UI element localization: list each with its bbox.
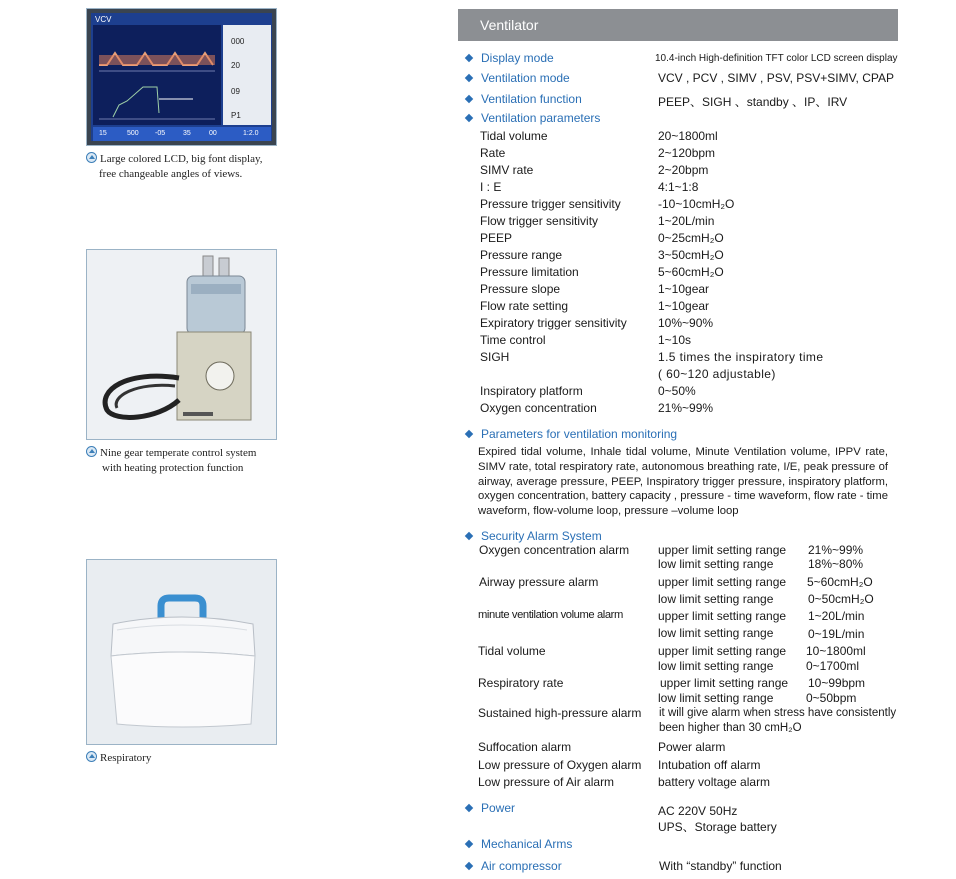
humidifier-image [86,249,277,440]
diamond-bullet-icon [465,95,473,103]
alarm-upper-label: upper limit setting range [658,609,787,623]
alarm-lower-value: 0~50bpm [806,691,857,705]
param-value: 1~20L/min [658,214,715,228]
alarm-lower-label: low limit setting range [658,626,774,640]
page-title: Ventilator [480,17,539,33]
param-value: 21%~99% [658,401,714,415]
compressor-value: With “standby” function [659,859,782,873]
param-value: 2~20bpm [658,163,709,177]
diamond-bullet-icon [465,532,473,540]
param-value: 0~25cmH₂O [658,231,724,245]
param-value: ( 60~120 adjustable) [658,367,776,381]
alarm-name: Tidal volume [478,644,546,658]
caption-box: Respiratory [86,751,151,766]
section-power: Power [466,801,515,815]
param-name: Pressure slope [480,282,561,296]
param-value: 2~120bpm [658,146,716,160]
param-value: 1~10gear [658,299,710,313]
alarm-upper-value: 1~20L/min [808,609,865,623]
param-value: 3~50cmH₂O [658,248,724,262]
monitor-bottom-4: 35 [183,130,191,137]
alarm-name: Respiratory rate [478,676,564,690]
param-value: 20~1800ml [658,129,718,143]
param-name: PEEP [480,231,513,245]
param-name: Tidal volume [480,129,548,143]
param-value: 1~10gear [658,282,710,296]
alarm-lower-value: 0~50cmH₂O [808,592,874,606]
monitor-bottom-2: 500 [127,130,139,137]
alarm-lower-label: low limit setting range [658,691,774,705]
alarm-upper-value: 5~60cmH₂O [807,575,873,589]
caption-bullet-icon [86,751,97,762]
alarm-lower-value: 18%~80% [808,557,864,571]
caption-lcd: Large colored LCD, big font display, free changeable angles of views. [86,152,263,182]
diamond-bullet-icon [465,74,473,82]
lcd-monitor-image [86,8,277,146]
ventilator-header [458,9,898,41]
param-name: Pressure range [480,248,563,262]
alarm-name: Suffocation alarm [478,740,572,754]
alarm-extra-value: Power alarm [658,740,726,754]
alarm-name: Oxygen concentration alarm [479,543,630,557]
monitor-bottom-6: 1:2.0 [243,130,259,137]
section-monitoring: Parameters for ventilation monitoring [466,427,677,441]
section-air-compressor: Air compressor [466,859,562,873]
alarm-upper-label: upper limit setting range [658,644,787,658]
waveform-graph [93,25,221,125]
monitor-bottom-3: -05 [155,130,166,137]
alarm-extra-value: battery voltage alarm [658,775,771,789]
param-name: SIGH [480,350,510,364]
monitor-bottom-1: 15 [99,130,107,137]
display-mode-value: 10.4-inch High-definition TFT color LCD screen display [655,53,898,64]
monitor-mode: VCV [95,15,112,24]
alarm-lower-value: 0~1700ml [806,659,860,673]
param-value: 5~60cmH₂O [658,265,724,279]
ventilation-mode-value: VCV , PCV , SIMV , PSV, PSV+SIMV, CPAP [658,71,894,85]
monitor-readout-4: P1 [231,111,241,120]
param-name: Expiratory trigger sensitivity [480,316,627,330]
alarm-extra-value: been higher than 30 cmH₂O [659,722,802,734]
humidifier-drawing [87,250,276,439]
param-name: Rate [480,146,506,160]
param-name: Flow trigger sensitivity [480,214,599,228]
alarm-name: Sustained high-pressure alarm [478,706,642,720]
diamond-bullet-icon [465,840,473,848]
monitor-readout-1: 000 [231,37,245,46]
alarm-upper-label: upper limit setting range [658,543,787,557]
monitoring-text: Expired tidal volume, Inhale tidal volume, Minute Ventilation volume, IPPV rate, SIMV rate, total respiratory rate, autonomous breathing rate, I/E, peak pressure of airway, average pressure, PEEP, Inspiratory trigger pressure, inspiratory platform, oxygen concentration, battery capacity , pressure - time waveform, flow rate - time waveform, flow-volume loop, pressure –volume loop [478,446,888,518]
alarm-lower-label: low limit setting range [658,592,774,606]
diamond-bullet-icon [465,430,473,438]
param-value: 1.5 times the inspiratory time [658,350,824,364]
param-value: -10~10cmH₂O [658,197,735,211]
section-ventilation-mode: Ventilation mode [466,71,570,85]
param-name: Time control [480,333,546,347]
caption-heater: Nine gear temperate control system with heating protection function [86,446,256,476]
section-alarm: Security Alarm System [466,529,602,543]
alarm-lower-label: low limit setting range [658,557,774,571]
alarm-extra-value: it will give alarm when stress have consistently [659,707,897,719]
alarm-upper-label: upper limit setting range [660,676,789,690]
monitor-readout-2: 20 [231,61,240,70]
alarm-upper-value: 10~99bpm [808,676,866,690]
monitor-readout-3: 09 [231,87,240,96]
diamond-bullet-icon [465,862,473,870]
diamond-bullet-icon [465,114,473,122]
alarm-name: minute ventilation volume alarm [478,609,623,621]
monitor-bottom-5: 00 [209,130,217,137]
alarm-upper-value: 21%~99% [808,543,864,557]
storage-box-drawing [87,560,276,744]
alarm-lower-label: low limit setting range [658,659,774,673]
power-value-2: UPS、Storage battery [658,820,777,834]
param-name: SIMV rate [480,163,534,177]
param-value: 4:1~1:8 [658,180,699,194]
alarm-name: Airway pressure alarm [479,575,599,589]
param-name: Oxygen concentration [480,401,597,415]
section-ventilation-function: Ventilation function [466,92,582,106]
param-name: Pressure limitation [480,265,579,279]
param-value: 0~50% [658,384,696,398]
section-ventilation-parameters: Ventilation parameters [466,111,600,125]
alarm-name: Low pressure of Air alarm [478,775,615,789]
alarm-upper-value: 10~1800ml [806,644,866,658]
caption-bullet-icon [86,152,97,163]
diamond-bullet-icon [465,54,473,62]
param-value: 1~10s [658,333,692,347]
ventilation-function-value: PEEP、SIGH 、standby 、IP、IRV [658,95,848,109]
storage-box-image [86,559,277,745]
section-mechanical-arms: Mechanical Arms [466,837,572,851]
alarm-upper-label: upper limit setting range [658,575,787,589]
alarm-lower-value: 0~19L/min [808,627,865,641]
param-value: 10%~90% [658,316,714,330]
param-name: Pressure trigger sensitivity [480,197,621,211]
alarm-extra-value: Intubation off alarm [658,758,761,772]
alarm-name: Low pressure of Oxygen alarm [478,758,642,772]
param-name: I : E [480,180,502,194]
section-display-mode: Display mode [466,51,554,65]
caption-bullet-icon [86,446,97,457]
param-name: Inspiratory platform [480,384,583,398]
power-value-1: AC 220V 50Hz [658,804,738,818]
diamond-bullet-icon [465,804,473,812]
param-name: Flow rate setting [480,299,569,313]
